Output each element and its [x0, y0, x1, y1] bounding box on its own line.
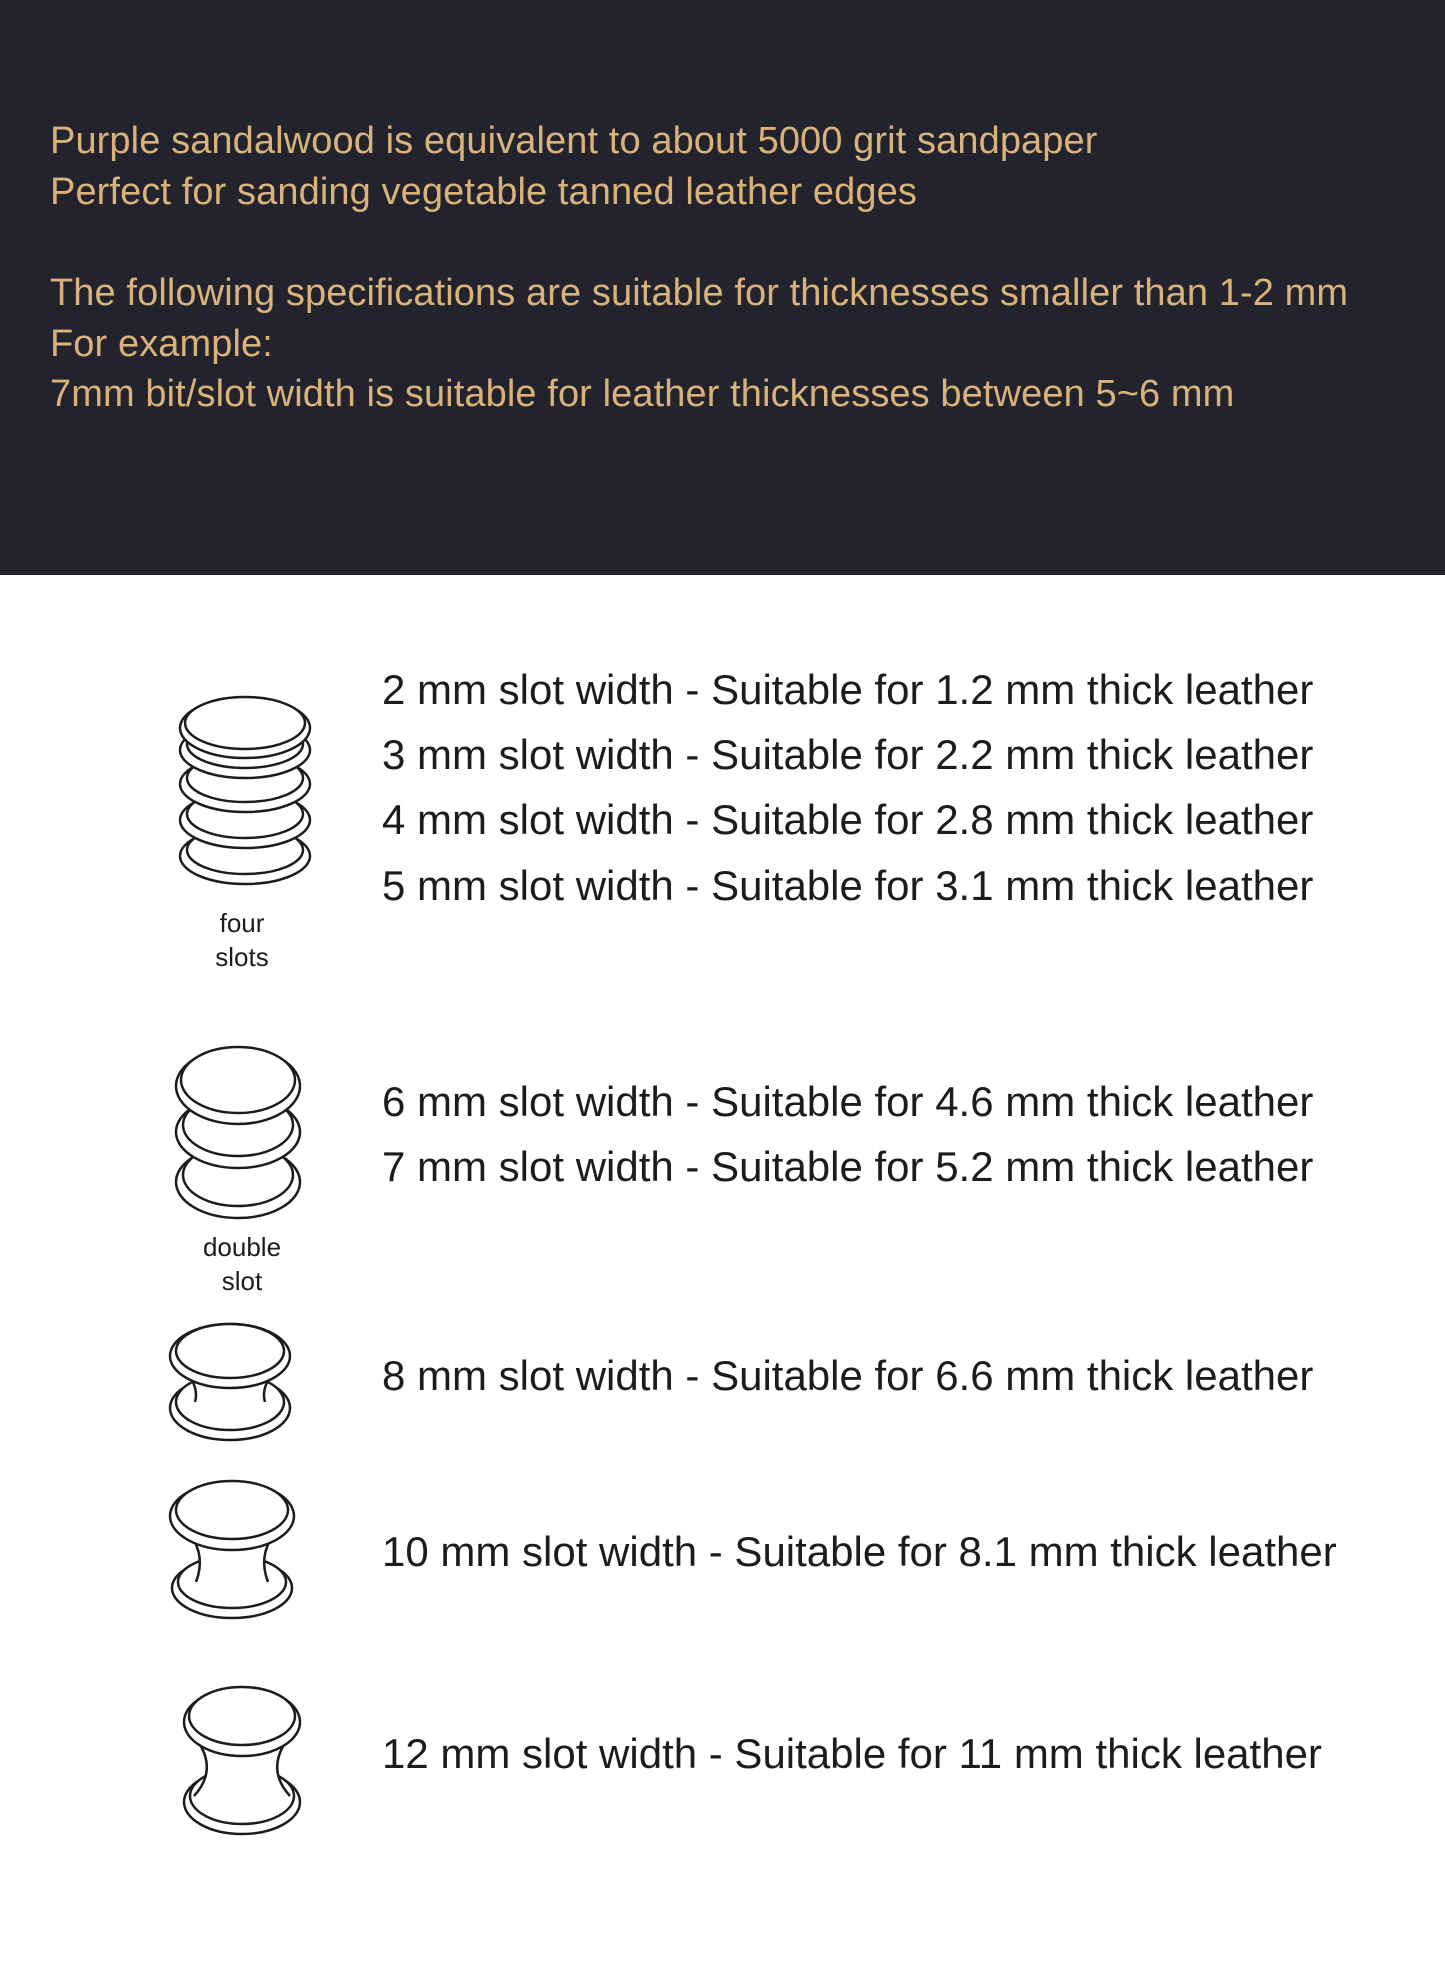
double-slot-burnisher-icon — [168, 1042, 308, 1222]
intro-line-grit: Purple sandalwood is equivalent to about 5000 grit sandpaper — [50, 120, 1098, 162]
single-slot-burnisher-8mm-icon — [165, 1318, 295, 1444]
spec-4mm: 4 mm slot width - Suitable for 2.8 mm thick leather — [382, 796, 1314, 843]
spec-3mm: 3 mm slot width - Suitable for 2.2 mm thick leather — [382, 731, 1314, 778]
intro-line-example-label: For example: — [50, 323, 273, 365]
spec-2mm: 2 mm slot width - Suitable for 1.2 mm thick leather — [382, 666, 1314, 713]
caption-line: double — [202, 1232, 282, 1262]
spec-5mm: 5 mm slot width - Suitable for 3.1 mm thick leather — [382, 862, 1314, 909]
double-slot-caption — [142, 1230, 342, 1298]
spec-8mm: 8 mm slot width - Suitable for 6.6 mm thick leather — [382, 1352, 1314, 1399]
intro-banner — [0, 0, 1445, 575]
intro-line-spec-note: The following specifications are suitable for thicknesses smaller than 1-2 mm — [50, 272, 1349, 314]
four-slot-burnisher-icon — [170, 688, 320, 890]
intro-line-purpose: Perfect for sanding vegetable tanned leather edges — [50, 171, 917, 213]
caption-line: four — [219, 908, 265, 938]
caption-line: slots — [215, 942, 269, 972]
single-slot-burnisher-12mm-icon — [172, 1680, 312, 1840]
spec-12mm: 12 mm slot width - Suitable for 11 mm thick leather — [382, 1730, 1322, 1777]
four-slots-caption — [142, 906, 342, 974]
spec-7mm: 7 mm slot width - Suitable for 5.2 mm thick leather — [382, 1143, 1314, 1190]
spec-6mm: 6 mm slot width - Suitable for 4.6 mm thick leather — [382, 1078, 1314, 1125]
spec-10mm: 10 mm slot width - Suitable for 8.1 mm thick leather — [382, 1528, 1337, 1575]
intro-line-example: 7mm bit/slot width is suitable for leather thicknesses between 5~6 mm — [50, 373, 1235, 415]
single-slot-burnisher-10mm-icon — [162, 1476, 302, 1624]
caption-line: slot — [221, 1266, 263, 1296]
